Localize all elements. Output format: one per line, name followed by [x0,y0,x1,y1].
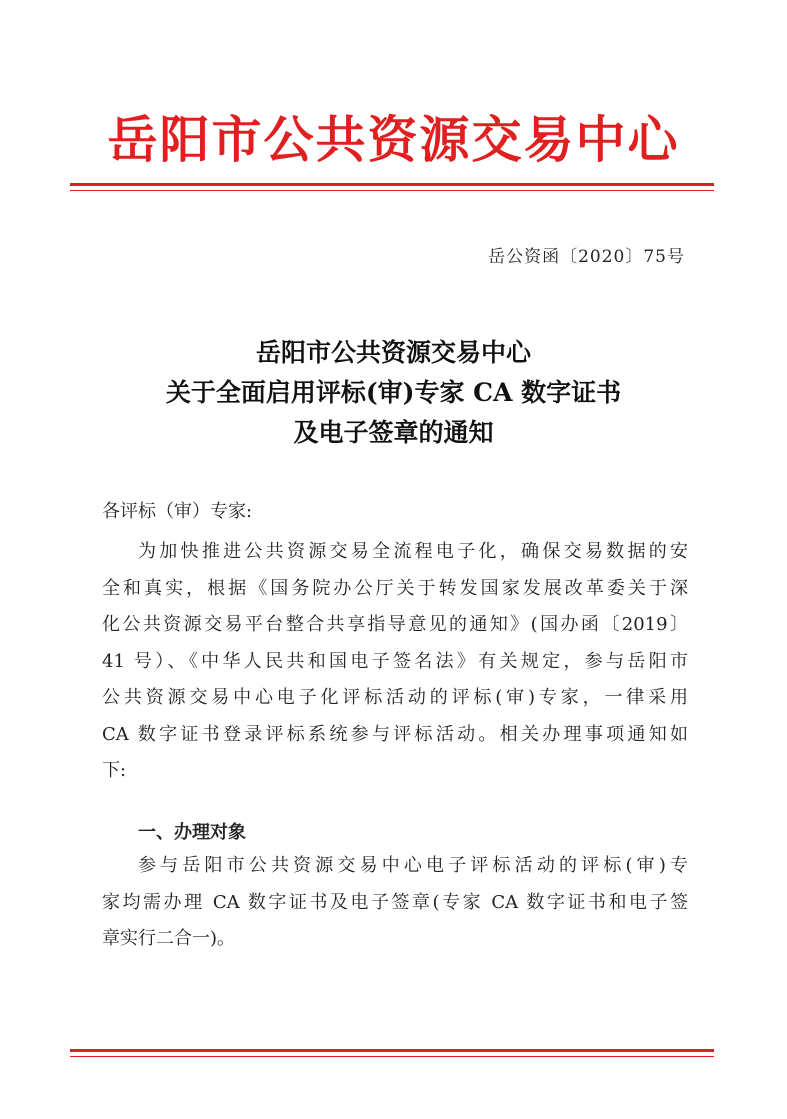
paragraph-1-line: CA 数字证书登录评标系统参与评标活动。相关办理事项通知如 [102,723,688,745]
notice-title-line-2: 关于全面启用评标(审)专家 CA 数字证书 [165,378,622,407]
notice-title [0,333,787,453]
paragraph-1-line: 公共资源交易中心电子化评标活动的评标(审)专家，一律采用 [102,687,688,708]
notice-title-line-1: 岳阳市公共资源交易中心 [255,338,531,367]
org-letterhead-title: 岳阳市公共资源交易中心 [107,111,680,169]
footer-rule-thick [70,1049,714,1052]
letterhead-rule-thick [70,183,714,186]
footer-rule-thin [70,1056,714,1057]
section-1-heading: 一、办理对象 [138,822,246,843]
paragraph-1-line: 化公共资源交易平台整合共享指导意见的通知》(国办函〔2019〕 [102,614,688,635]
salutation: 各评标（审）专家: [102,501,253,522]
paragraph-1-line: 为加快推进公共资源交易全流程电子化，确保交易数据的安 [138,541,688,562]
notice-title-line-3: 及电子签章的通知 [293,418,494,447]
paragraph-1-line: 下: [102,760,127,781]
letterhead-rule-thin [70,190,714,191]
section-1-line: 家均需办理 CA 数字证书及电子签章(专家 CA 数字证书和电子签 [102,891,688,913]
section-1-line: 参与岳阳市公共资源交易中心电子评标活动的评标(审)专 [138,855,688,876]
paragraph-1 [102,534,688,790]
section-1-line: 章实行二合一)。 [102,928,236,949]
paragraph-1-line: 41 号）、《中华人民共和国电子签名法》有关规定，参与岳阳市 [102,650,688,672]
section-1-paragraph [102,848,688,958]
document-number: 岳公资函〔2020〕75号 [488,247,685,267]
paragraph-1-line: 全和真实，根据《国务院办公厅关于转发国家发展改革委关于深 [102,577,688,599]
